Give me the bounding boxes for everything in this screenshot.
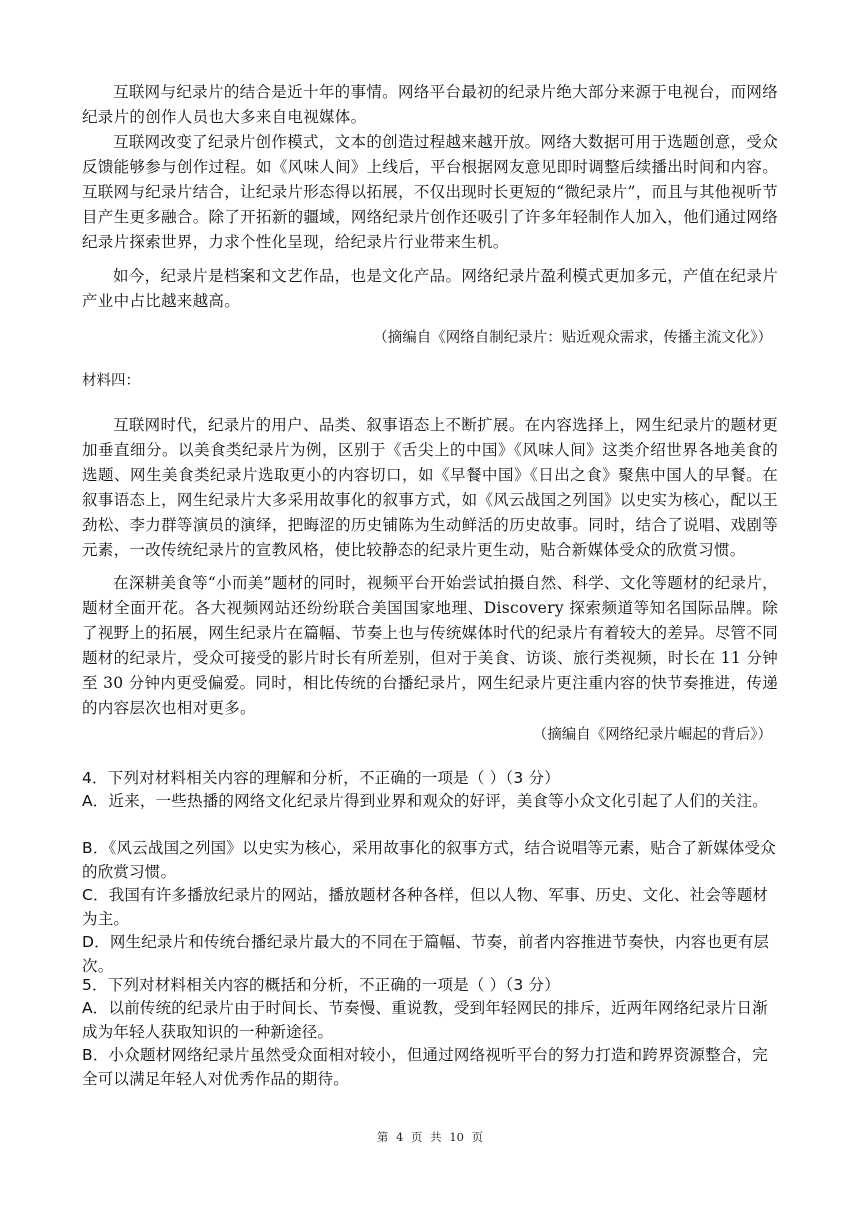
material4-source: （摘编自《网络纪录片崛起的背后》） <box>532 727 772 743</box>
material3-paragraph-2: 互联网改变了纪录片创作模式，文本的创造过程越来越开放。网络大数据可用于选题创意，受众反馈能够参与创作过程。如《风味人间》上线后，平台根据网友意见即时调整后续播出时间和内容。互联网与纪录片结合，让纪录片形态得以拓展，不仅出现时长更短的“微纪录片”，而且与其他视听节目产生更多融合。除了开拓新的疆域，网络纪录片创作还吸引了许多年轻制作人加入，他们通过网络纪录片探索世界，力求个性化呈现，给纪录片行业带来生机。 <box>82 133 778 251</box>
question-5-option-b: B．小众题材网络纪录片虽然受众面相对较小，但通过网络视听平台的努力打造和跨界资源整合，完全可以满足年轻人对优秀作品的期待。 <box>82 1046 768 1088</box>
question-4-option-a: A．近来，一些热播的网络文化纪录片得到业界和观众的好评，美食等小众文化引起了人们的关注。 <box>82 792 768 810</box>
question-4-stem: 4．下列对材料相关内容的理解和分析，不正确的一项是（ ）（3 分） <box>82 769 560 787</box>
question-5-option-a: A．以前传统的纪录片由于时间长、节奏慢、重说教，受到年轻网民的排斥，近两年网络纪录片日渐成为年轻人获取知识的一种新途径。 <box>82 999 768 1041</box>
question-4-option-d: D．网生纪录片和传统台播纪录片最大的不同在于篇幅、节奏，前者内容推进节奏快，内容也更有层次。 <box>82 933 770 975</box>
question-5-stem: 5．下列对材料相关内容的概括和分析，不正确的一项是（ ）（3 分） <box>82 976 560 994</box>
material4-paragraph-2: 在深耕美食等“小而美”题材的同时，视频平台开始尝试拍摄自然、科学、文化等题材的纪录片，题材全面开花。各大视频网站还纷纷联合美国国家地理、Discovery 探索频道等知名国际品牌。除了视野上的拓展，网生纪录片在篇幅、节奏上也与传统媒体时代的纪录片有着较大的差异。尽管不同题材的纪录片，受众可接受的影片时长有所差别，但对于美食、访谈、旅行类视频，时长在 11 分钟至 30 分钟内更受偏爱。同时，相比传统的台播纪录片，网生纪录片更注重内容的快节奏推进，传递的内容层次也相对更多。 <box>82 574 778 717</box>
material4-paragraph-1: 互联网时代，纪录片的用户、品类、叙事语态上不断扩展。在内容选择上，网生纪录片的题材更加垂直细分。以美食类纪录片为例，区别于《舌尖上的中国》《风味人间》这类介绍世界各地美食的选题、网生美食类纪录片选取更小的内容切口，如《早餐中国》《日出之食》聚焦中国人的早餐。在叙事语态上，网生纪录片大多采用故事化的叙事方式，如《风云战国之列国》以史实为核心，配以王劲松、李力群等演员的演绎，把晦涩的历史铺陈为生动鲜活的历史故事。同时，结合了说唱、戏剧等元素，一改传统纪录片的宣教风格，使比较静态的纪录片更生动，贴合新媒体受众的欣赏习惯。 <box>82 416 778 559</box>
page-footer: 第 4 页 共 10 页 <box>376 1130 484 1144</box>
question-4-option-c: C．我国有许多播放纪录片的网站，播放题材各种各样，但以人物、军事、历史、文化、社会等题材为主。 <box>82 886 769 928</box>
material4-label: 材料四： <box>82 373 140 389</box>
material3-source: （摘编自《网络自制纪录片：贴近观众需求，传播主流文化》） <box>373 330 772 346</box>
material3-paragraph-3: 如今，纪录片是档案和文艺作品，也是文化产品。网络纪录片盈利模式更加多元，产值在纪录片产业中占比越来越高。 <box>82 267 778 310</box>
question-4-option-b: B．《风云战国之列国》以史实为核心，采用故事化的叙事方式，结合说唱等元素，贴合了新媒体受众的欣赏习惯。 <box>82 839 776 881</box>
material3-paragraph-1: 互联网与纪录片的结合是近十年的事情。网络平台最初的纪录片绝大部分来源于电视台，而网络纪录片的创作人员也大多来自电视媒体。 <box>82 83 778 126</box>
